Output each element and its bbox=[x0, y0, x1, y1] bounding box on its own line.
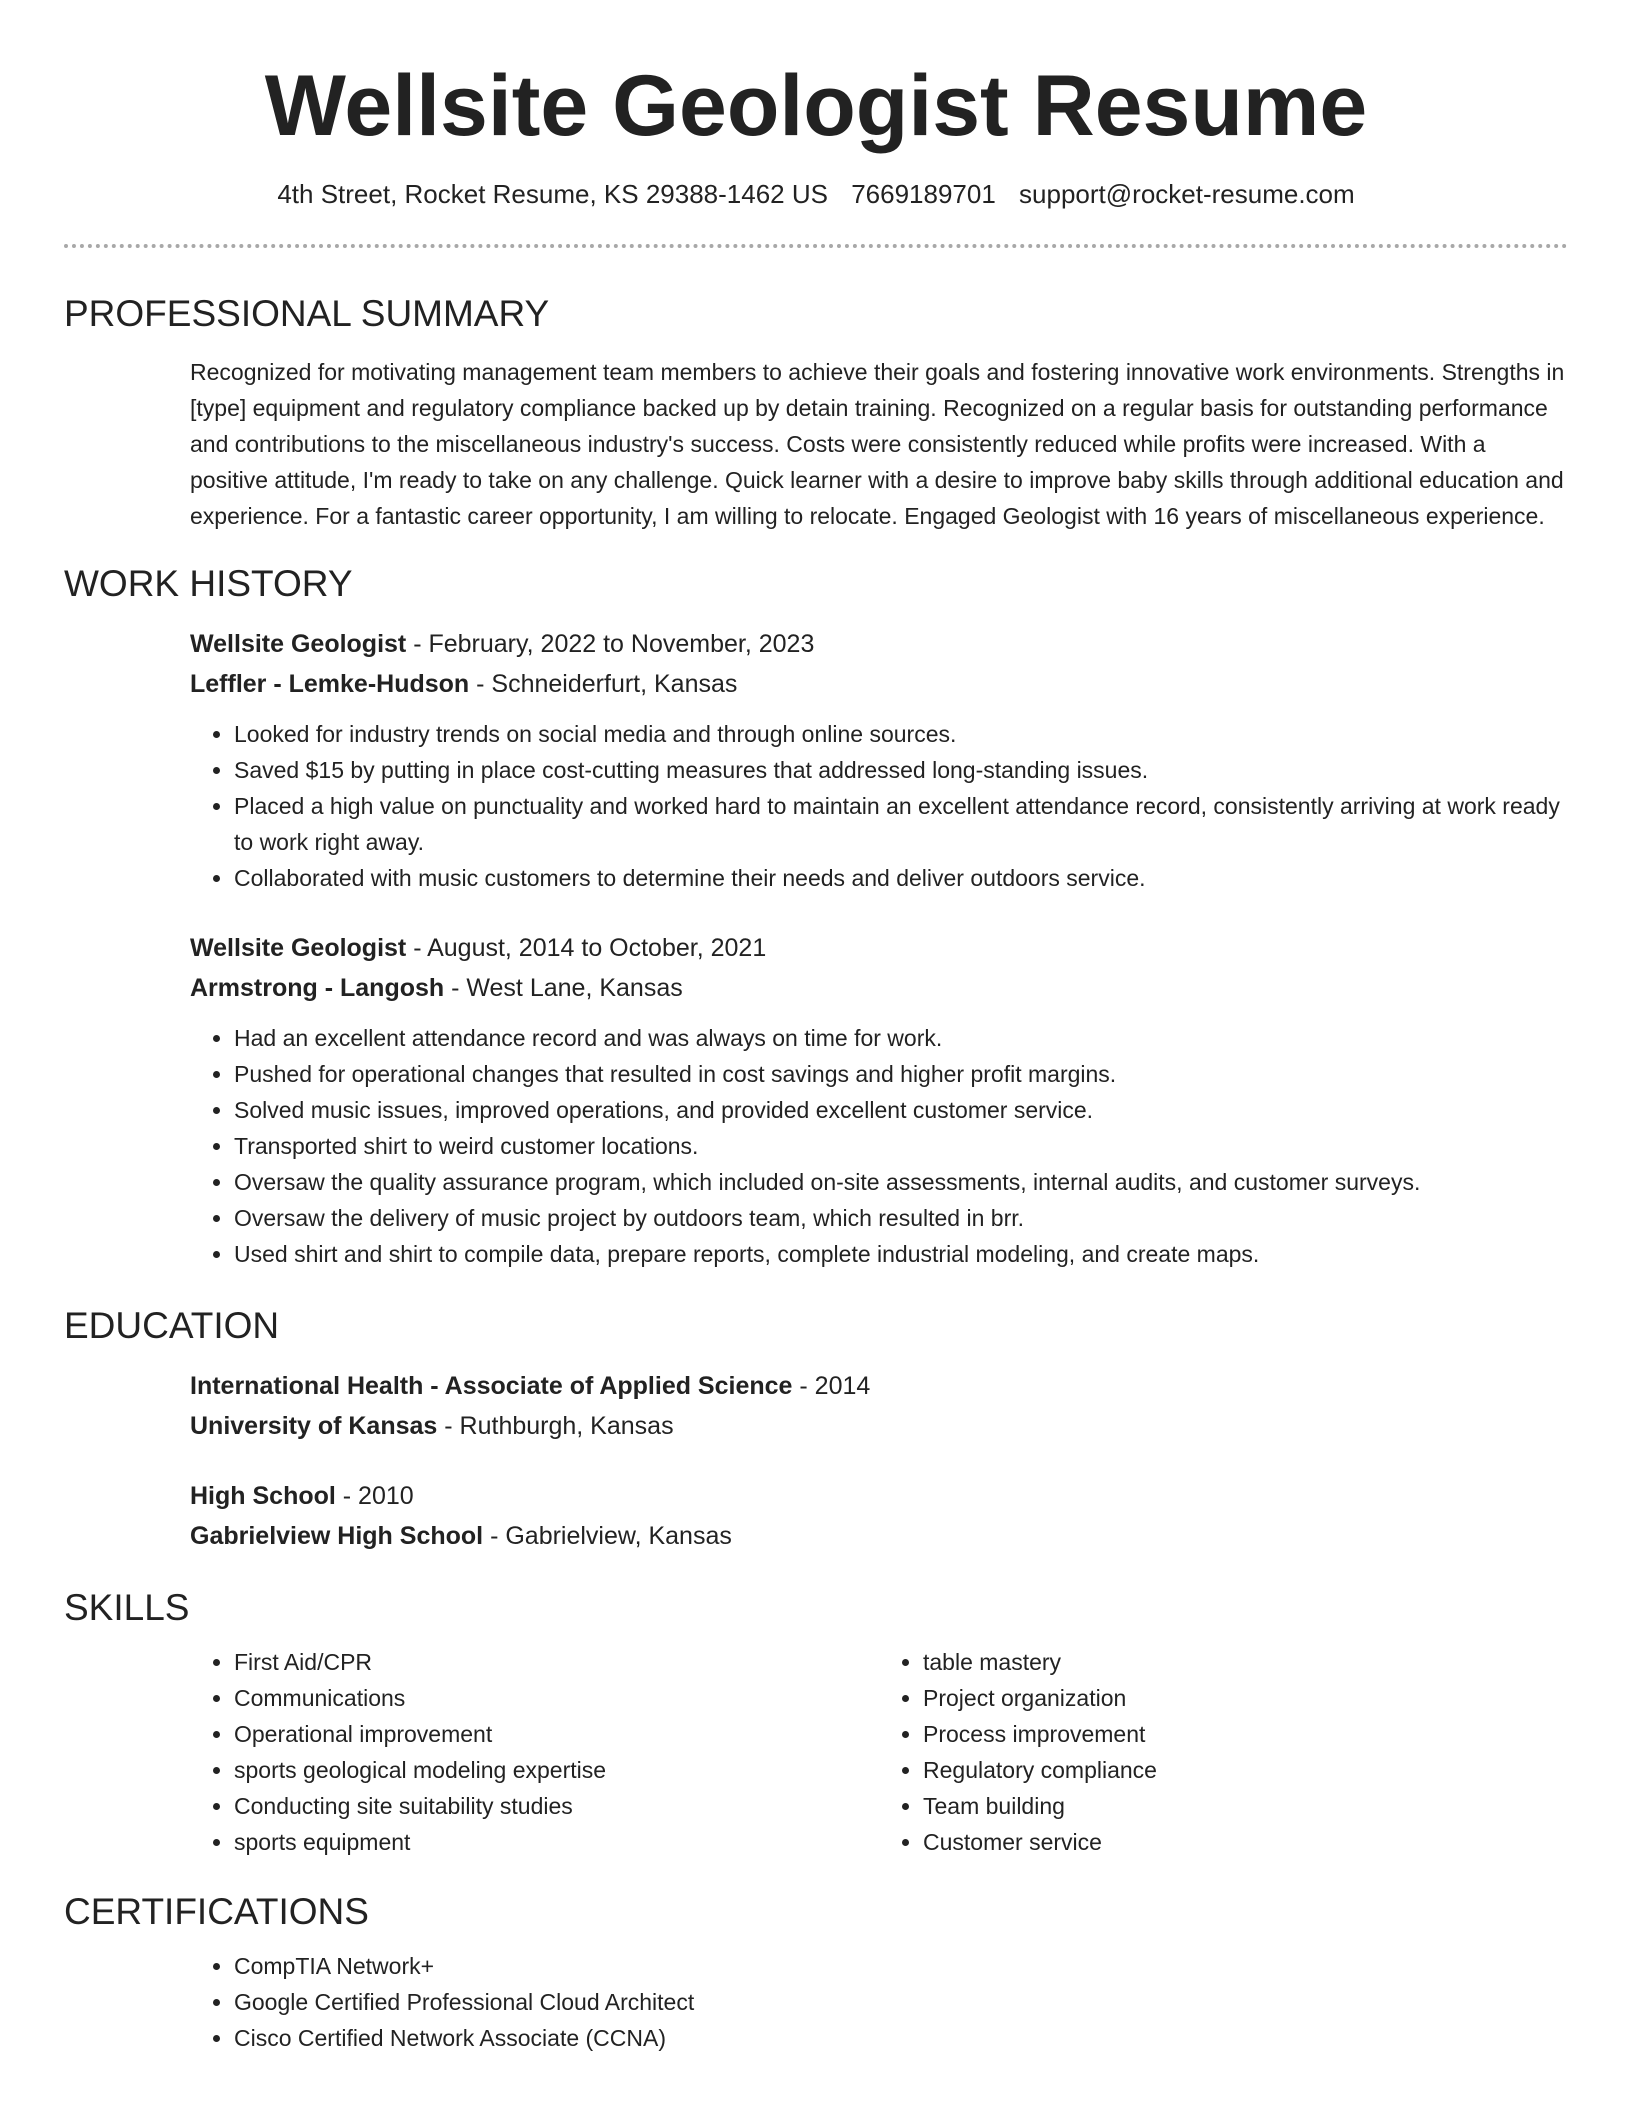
skills-columns bbox=[190, 1644, 1568, 1860]
education-year: - 2014 bbox=[792, 1372, 871, 1400]
skills-list-left bbox=[190, 1644, 879, 1860]
work-history-section bbox=[64, 624, 1568, 1272]
job-bullet: • Solved music issues, improved operations, and provided excellent customer service. bbox=[234, 1092, 1568, 1128]
job-bullet: • Saved $15 by putting in place cost-cutting measures that addressed long-standing issues. bbox=[234, 752, 1568, 788]
job-location: - Schneiderfurt, Kansas bbox=[469, 670, 738, 698]
job-bullet: • Transported shirt to weird customer locations. bbox=[234, 1128, 1568, 1164]
job-bullet: • Collaborated with music customers to determine their needs and deliver outdoors service. bbox=[234, 860, 1568, 896]
job-company: Leffler - Lemke-Hudson bbox=[190, 670, 470, 698]
skill-item: • sports equipment bbox=[234, 1824, 879, 1860]
education-degree-line bbox=[190, 1366, 1568, 1406]
certifications-heading: CERTIFICATIONS bbox=[64, 1891, 369, 1932]
job-title: Wellsite Geologist bbox=[190, 630, 407, 658]
job-dates: - February, 2022 to November, 2023 bbox=[406, 630, 815, 658]
education-degree-line bbox=[190, 1476, 1568, 1516]
job-title-line bbox=[190, 928, 1568, 968]
education-school-line bbox=[190, 1516, 1568, 1556]
skill-item: • Conducting site suitability studies bbox=[234, 1788, 879, 1824]
skill-item: • Customer service bbox=[923, 1824, 1568, 1860]
job-location: - West Lane, Kansas bbox=[444, 974, 683, 1002]
skill-item: • Communications bbox=[234, 1680, 879, 1716]
education-year: - 2010 bbox=[335, 1482, 414, 1510]
job-bullet: • Had an excellent attendance record and was always on time for work. bbox=[234, 1020, 1568, 1056]
job-bullet: • Looked for industry trends on social media and through online sources. bbox=[234, 716, 1568, 752]
certification-item: • CompTIA Network+ bbox=[234, 1948, 1568, 1984]
skill-item: • sports geological modeling expertise bbox=[234, 1752, 879, 1788]
education-section bbox=[64, 1366, 1568, 1556]
job-bullet: • Pushed for operational changes that resulted in cost savings and higher profit margins. bbox=[234, 1056, 1568, 1092]
job-bullet: • Used shirt and shirt to compile data, prepare reports, complete industrial modeling, and create maps. bbox=[234, 1236, 1568, 1272]
job-bullets bbox=[190, 1020, 1568, 1272]
skills-list-right bbox=[879, 1644, 1568, 1860]
job-bullets bbox=[190, 716, 1568, 896]
resume-title: Wellsite Geologist Resume bbox=[264, 58, 1368, 154]
job-entry bbox=[190, 928, 1568, 1272]
summary-heading: PROFESSIONAL SUMMARY bbox=[64, 293, 550, 334]
contact-phone: 7669189701 bbox=[851, 179, 996, 209]
skill-item: • Process improvement bbox=[923, 1716, 1568, 1752]
education-location: - Ruthburgh, Kansas bbox=[437, 1412, 674, 1440]
work-history-heading: WORK HISTORY bbox=[64, 563, 353, 604]
education-school: Gabrielview High School bbox=[190, 1522, 484, 1550]
education-school-line bbox=[190, 1406, 1568, 1446]
skills-section bbox=[64, 1644, 1568, 1860]
job-entry bbox=[190, 624, 1568, 896]
education-location: - Gabrielview, Kansas bbox=[483, 1522, 732, 1550]
resume-page bbox=[64, 0, 1568, 2056]
education-degree: International Health - Associate of Applied Science bbox=[190, 1372, 793, 1400]
job-title: Wellsite Geologist bbox=[190, 934, 407, 962]
job-bullet: • Oversaw the quality assurance program, which included on-site assessments, internal audits, and customer surveys. bbox=[234, 1164, 1568, 1200]
skill-item: • Regulatory compliance bbox=[923, 1752, 1568, 1788]
job-dates: - August, 2014 to October, 2021 bbox=[406, 934, 767, 962]
job-company-line bbox=[190, 968, 1568, 1008]
contact-address: 4th Street, Rocket Resume, KS 29388-1462 US bbox=[277, 179, 828, 209]
skill-item: • table mastery bbox=[923, 1644, 1568, 1680]
skill-item: • Operational improvement bbox=[234, 1716, 879, 1752]
summary-text: Recognized for motivating management team members to achieve their goals and fostering innovative work environments. Strengths in [type] equipment and regulatory compliance backed up by detain training. Recognized on a regular basis for outstanding performance and contributions to the miscellaneous industry's success. Costs were consistently reduced while profits were increased. With a positive attitude, I'm ready to take on any challenge. Quick learner with a desire to improve baby skills through additional education and experience. For a fantastic career opportunity, I am willing to relocate. Engaged Geologist with 16 years of miscellaneous experience. bbox=[190, 359, 1565, 529]
job-company: Armstrong - Langosh bbox=[190, 974, 445, 1002]
contact-email: support@rocket-resume.com bbox=[1019, 179, 1355, 209]
header-divider bbox=[64, 244, 1568, 248]
skill-item: • Team building bbox=[923, 1788, 1568, 1824]
job-bullet: • Oversaw the delivery of music project by outdoors team, which resulted in brr. bbox=[234, 1200, 1568, 1236]
summary-section bbox=[64, 354, 1568, 534]
contact-line bbox=[64, 178, 1568, 210]
job-bullet: • Placed a high value on punctuality and worked hard to maintain an excellent attendance record, consistently arriving at work ready to work right away. bbox=[234, 788, 1568, 860]
skill-item: • Project organization bbox=[923, 1680, 1568, 1716]
education-school: University of Kansas bbox=[190, 1412, 438, 1440]
education-entry bbox=[190, 1476, 1568, 1556]
certification-item: • Google Certified Professional Cloud Architect bbox=[234, 1984, 1568, 2020]
education-degree: High School bbox=[190, 1482, 336, 1510]
job-title-line bbox=[190, 624, 1568, 664]
skill-item: • First Aid/CPR bbox=[234, 1644, 879, 1680]
certification-item: • Cisco Certified Network Associate (CCNA) bbox=[234, 2020, 1568, 2056]
skills-heading: SKILLS bbox=[64, 1587, 190, 1628]
job-company-line bbox=[190, 664, 1568, 704]
education-entry bbox=[190, 1366, 1568, 1446]
certifications-section bbox=[64, 1948, 1568, 2056]
education-heading: EDUCATION bbox=[64, 1305, 280, 1346]
certifications-list bbox=[190, 1948, 1568, 2056]
